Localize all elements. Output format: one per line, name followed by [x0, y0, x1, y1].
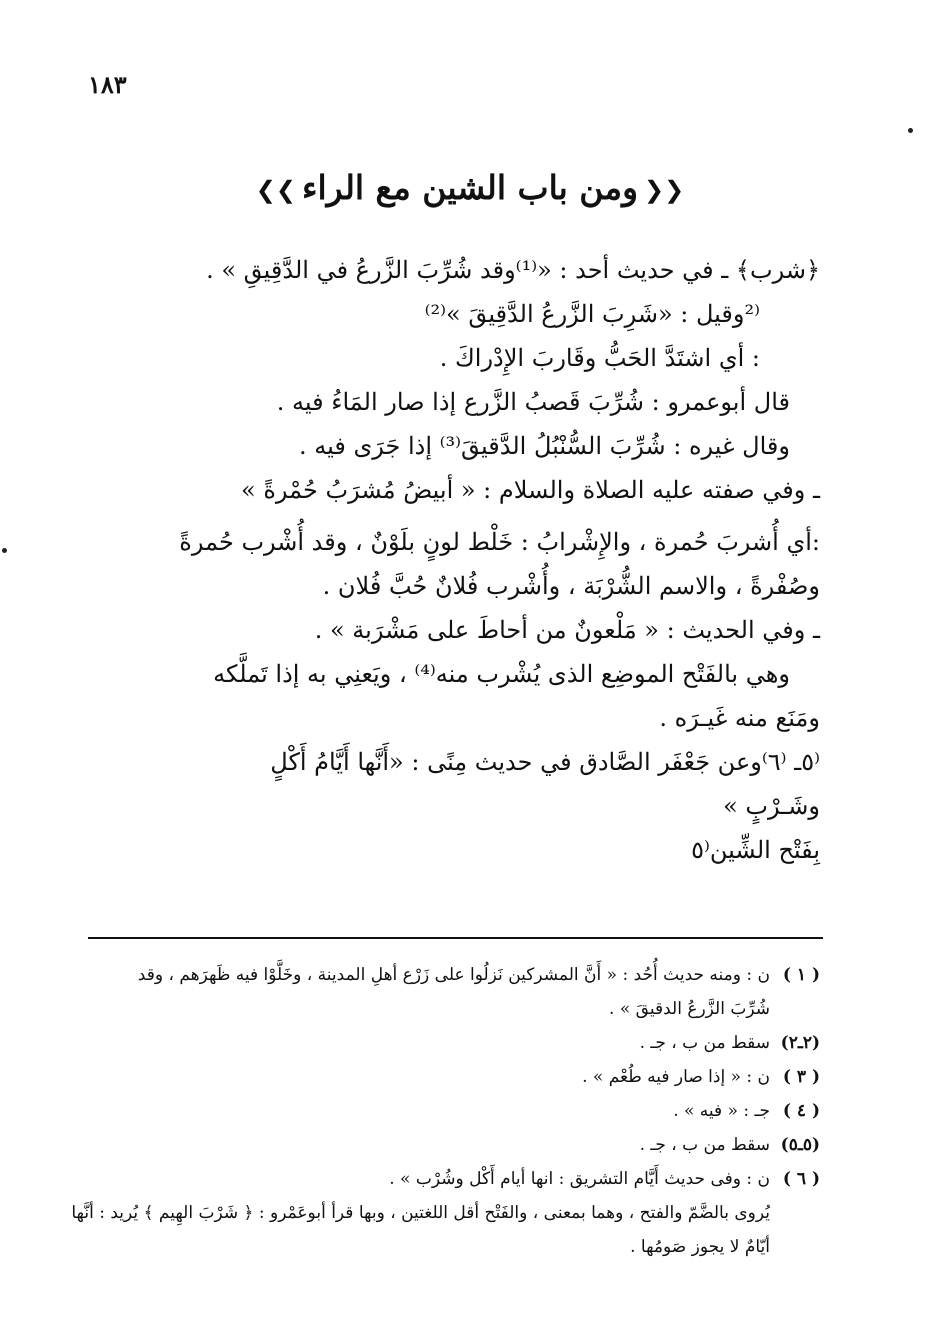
footnote-line: ن : ومنه حديث أُحُد : « أَنَّ المشركين نَزلُوا على زَرْع أهلِ المدينة ، وخَلَّوْا فيه ظَهرَهم ، وقد — [137, 965, 770, 985]
footnote — [70, 1026, 820, 1060]
text-line: قال أبوعمرو : شُرِّبَ قَصبُ الزَّرع إذا صار المَاءُ فيه . — [276, 388, 790, 416]
footnote — [70, 958, 820, 1026]
text-line: ومَنَع منه غَيـرَه . — [659, 704, 820, 732]
footnote-number: ( ٣ ) — [782, 1067, 820, 1087]
footnote-line: ن : وفى حديث أَيَّام التشريق : انها أيام أَكْل وشُرْب » . — [389, 1169, 770, 1189]
scan-speck — [908, 128, 913, 133]
footnote-line: شُرِّبَ الزَّرعُ الدقيقَ » . — [609, 999, 770, 1019]
footnote-text — [70, 958, 770, 1026]
text-line: ⁽²وقيل : «شَرِبَ الزَّرعُ الدَّقِيقَ »⁽²⁾ — [424, 300, 760, 328]
text-line: ـ وفي الحديث : « مَلْعونٌ من أحاطَ على مَشْرَبة » . — [314, 616, 820, 644]
ornament-left-icon: ❯❯ — [255, 176, 296, 204]
footnote-text: سقط من ب ، جـ . — [639, 1135, 770, 1155]
text-line: :أي أُشربَ حُمرة ، والإِشْرابُ : خَلْط لونٍ بلَوْنٌ ، وقد أُشْرب حُمرةً — [179, 528, 820, 556]
ornament-right-icon: ❮❮ — [644, 176, 685, 204]
text-line: بِفَتْح الشِّين⁽٥ — [691, 836, 820, 864]
main-text — [70, 248, 820, 872]
footnote — [70, 1128, 820, 1162]
footnote-number: ( ١ ) — [782, 965, 820, 985]
scan-speck — [2, 548, 7, 553]
footnote-divider — [88, 937, 823, 939]
text-line: وصُفْرةً ، والاسم الشُّرْبَة ، وأُشْرب فُلانٌ حُبَّ فُلان . — [322, 572, 820, 600]
footnote-text: ن : « إذا صار فيه طُعْم » . — [582, 1067, 770, 1087]
footnote-line: يُروى بالضَّمّ والفتح ، وهما بمعنى ، والفَتْح أقل اللغتين ، وبها قرأ أبوعَمْرو : ﴿ شَرْبَ الهِيم ﴾ يُريد : أنَّها أيّامٌ لا يجوز صَومُها . — [71, 1203, 770, 1257]
footnotes — [70, 958, 820, 1264]
text-line: ﴿شرب﴾ ـ في حديث أحد : «⁽¹⁾وقد شُرِّبَ الزَّرعُ في الدَّقِيقِ » . — [206, 256, 820, 284]
text-line: وقال غيره : شُرِّبَ السُّنْبُلُ الدَّقيقَ⁽³⁾ إذا جَرَى فيه . — [299, 432, 790, 460]
footnote — [70, 1060, 820, 1094]
text-line: وهي بالفَتْح الموضِع الذى يُشْرب منه⁽⁴⁾ ، ويَعنِي به إذا تَملَّكه — [213, 660, 790, 688]
footnote-number: ( ٦ ) — [782, 1169, 820, 1189]
footnote-number: (٢ـ٢) — [780, 1033, 820, 1053]
footnote-number: (٥ـ٥) — [780, 1135, 820, 1155]
footnote — [70, 1094, 820, 1128]
text-line: : أي اشتَدَّ الحَبُّ وقَاربَ الإِدْراكَ . — [439, 344, 760, 372]
footnote-text: جـ : « فيه » . — [673, 1101, 770, 1121]
footnote-text: سقط من ب ، جـ . — [639, 1033, 770, 1053]
text-line: وشَـرْبٍ » — [723, 792, 820, 820]
footnote-text — [70, 1162, 770, 1264]
chapter-title — [150, 168, 790, 207]
footnote — [70, 1162, 820, 1264]
chapter-title-text: ومن باب الشين مع الراء — [301, 168, 639, 207]
text-line: ـ وفي صفته عليه الصلاة والسلام : « أبيضُ مُشرَبُ حُمْرةً » — [241, 476, 820, 504]
page-number: ١٨٣ — [88, 70, 127, 99]
footnote-number: ( ٤ ) — [782, 1101, 820, 1121]
text-line: ⁽٥ـ ⁽٦⁾وعن جَعْفَر الصَّادق في حديث مِنًى : «أَنَّها أَيَّامُ أَكْلٍ — [270, 748, 820, 776]
